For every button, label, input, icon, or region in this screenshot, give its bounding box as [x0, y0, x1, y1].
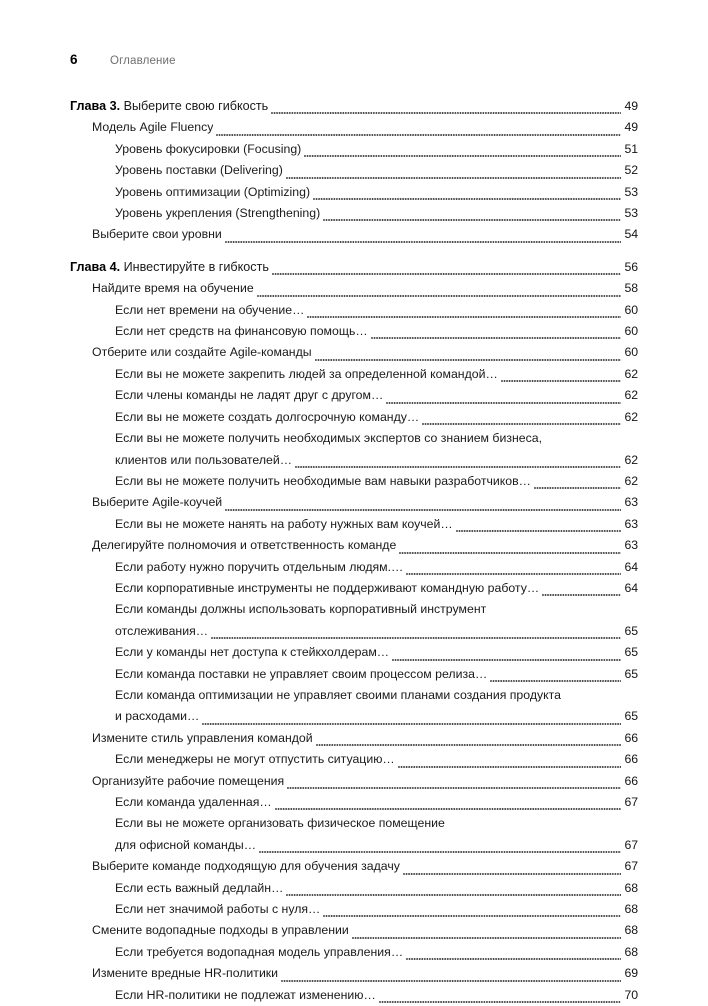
dot-leader — [286, 887, 621, 899]
toc-entry-line — [70, 96, 638, 117]
toc-entry-title: Если команда поставки не управляет своим процессом релиза… — [115, 666, 488, 681]
toc-entry[interactable] — [115, 428, 638, 471]
toc-entry-line — [92, 728, 638, 749]
toc-entry-line — [115, 578, 638, 599]
toc-entry-page-number: 70 — [624, 987, 638, 1002]
toc-entry-line — [115, 706, 638, 727]
toc-entry-title: отслеживания… — [115, 623, 209, 638]
toc-entry[interactable] — [115, 139, 638, 160]
toc-entry[interactable] — [115, 203, 638, 224]
toc-entry[interactable] — [115, 385, 638, 406]
toc-entry[interactable] — [115, 792, 638, 813]
toc-chapter-label: Глава 3. — [70, 99, 121, 113]
toc-entry-line — [115, 664, 638, 685]
toc-entry-title: Если члены команды не ладят друг с другом… — [115, 388, 384, 403]
toc-entry-title: Уровень оптимизации (Optimizing) — [115, 184, 311, 199]
dot-leader — [490, 673, 621, 685]
toc-entry[interactable] — [115, 685, 638, 728]
toc-entry-page-number: 66 — [624, 752, 638, 767]
toc-entry-title: Если команда удаленная… — [115, 795, 272, 809]
toc-entry[interactable] — [115, 878, 638, 899]
toc-entry-page-number: 60 — [624, 324, 638, 339]
toc-entry-page-number: 52 — [624, 163, 638, 178]
toc-entry-line — [92, 342, 638, 363]
toc-entry[interactable] — [92, 963, 638, 984]
running-header — [70, 52, 176, 70]
toc-entry[interactable] — [115, 300, 638, 321]
toc-entry-line — [115, 364, 638, 385]
running-header-label: Оглавление — [110, 55, 176, 67]
toc-entry-page-number: 62 — [624, 409, 638, 424]
dot-leader — [323, 908, 621, 920]
toc-entry-line — [115, 621, 638, 642]
dot-leader — [406, 566, 621, 578]
toc-entry[interactable] — [115, 813, 638, 856]
dot-leader — [216, 127, 621, 139]
toc-entry-page-number: 51 — [624, 141, 638, 156]
toc-entry-page-number: 49 — [624, 99, 638, 113]
toc-entry-title — [70, 257, 269, 278]
toc-entry[interactable] — [115, 578, 638, 599]
dot-leader — [225, 502, 621, 514]
page-folio-number: 6 — [70, 52, 78, 67]
dot-leader — [286, 170, 621, 182]
dot-leader — [202, 716, 621, 728]
toc-chapter-entry[interactable] — [70, 96, 638, 117]
toc-entry-line — [115, 300, 638, 321]
toc-entry-line — [115, 160, 638, 181]
toc-chapter-label: Глава 4. — [70, 259, 121, 274]
toc-entry[interactable] — [115, 557, 638, 578]
toc-entry-title: Если нет значимой работы с нуля… — [115, 902, 321, 917]
toc-entry-title: Если работу нужно поручить отдельным людям.… — [115, 559, 404, 574]
toc-entry-line — [115, 642, 638, 663]
toc-entry[interactable] — [115, 599, 638, 642]
dot-leader — [304, 148, 621, 160]
toc-entry-line — [70, 257, 638, 278]
toc-entry-title: Если у команды нет доступа к стейкхолдерам… — [115, 645, 390, 660]
toc-entry-page-number: 58 — [624, 281, 638, 296]
toc-entry[interactable] — [115, 407, 638, 428]
toc-chapter-title: Выберите свою гибкость — [123, 99, 269, 113]
dot-leader — [295, 459, 621, 471]
dot-leader — [259, 844, 621, 856]
toc-entry-page-number: 68 — [624, 944, 638, 959]
toc-entry-page-number: 62 — [624, 452, 638, 467]
toc-entry-title — [70, 96, 268, 117]
toc-entry[interactable] — [92, 771, 638, 792]
toc-entry-text-continued: Если вы не можете организовать физическое помещение — [115, 816, 445, 831]
toc-entry-text-continued: Если команда оптимизации не управляет своими планами создания продукта — [115, 687, 562, 702]
dot-leader — [534, 480, 621, 492]
toc-entry-title: Если вы не можете нанять на работу нужных вам коучей… — [115, 516, 453, 531]
toc-entry-title: Измените вредные HR-политики — [92, 966, 279, 981]
toc-entry-title: Если корпоративные инструменты не поддерживают командную работу… — [115, 580, 540, 595]
dot-leader — [287, 780, 621, 792]
toc-entry-page-number: 63 — [624, 538, 638, 553]
toc-entry[interactable] — [115, 471, 638, 492]
dot-leader — [398, 759, 621, 771]
toc-entry-title: Если требуется водопадная модель управления… — [115, 944, 404, 959]
dot-leader — [271, 105, 621, 117]
dot-leader — [281, 973, 621, 985]
toc-entry-line — [115, 792, 638, 813]
toc-entry-title: клиентов или пользователей… — [115, 452, 293, 467]
toc-entry-line — [115, 385, 638, 406]
toc-entry-line — [115, 407, 638, 428]
toc-entry-page-number: 62 — [624, 473, 638, 488]
dot-leader — [275, 801, 621, 813]
toc-entry-line — [115, 749, 638, 770]
toc-entry[interactable] — [92, 728, 638, 749]
toc-entry-title: Выберите Agile-коучей — [92, 495, 223, 510]
toc-entry-page-number: 67 — [624, 795, 638, 809]
toc-entry-text-continued: Если вы не можете получить необходимых экспертов со знанием бизнеса, — [115, 431, 542, 446]
toc-entry-line — [115, 182, 638, 203]
toc-entry-title: Выберите команде подходящую для обучения задачу — [92, 859, 400, 874]
toc-entry[interactable] — [115, 749, 638, 770]
dot-leader — [501, 373, 621, 385]
toc-chapter-entry[interactable] — [70, 257, 638, 278]
toc-entry-line — [115, 514, 638, 535]
toc-entry-page-number: 53 — [624, 184, 638, 199]
toc-entry-line — [92, 117, 638, 138]
toc-entry[interactable] — [115, 642, 638, 663]
toc-entry-page-number: 66 — [624, 730, 638, 745]
toc-entry-line — [115, 899, 638, 920]
toc-entry-line — [92, 535, 638, 556]
toc-entry-page-number: 60 — [624, 302, 638, 317]
toc-entry-title: Уровень укрепления (Strengthening) — [115, 206, 321, 221]
toc-entry-page-number: 68 — [624, 923, 638, 938]
toc-entry-line — [92, 224, 638, 245]
toc-entry-page-number: 64 — [624, 580, 638, 595]
toc-entry-line — [115, 557, 638, 578]
toc-entry-title: и расходами… — [115, 709, 200, 724]
toc-chapter-title: Инвестируйте в гибкость — [123, 259, 269, 274]
toc-entry[interactable] — [92, 117, 638, 138]
toc-entry-line — [115, 203, 638, 224]
toc-entry-page-number: 65 — [624, 623, 638, 638]
toc-entry-title: Уровень фокусировки (Focusing) — [115, 141, 302, 156]
dot-leader — [315, 352, 621, 364]
toc-entry-line — [115, 835, 638, 856]
toc-entry-page-number: 64 — [624, 559, 638, 574]
toc-entry-page-number: 62 — [624, 388, 638, 403]
toc-entry-page-number: 65 — [624, 709, 638, 724]
toc-entry-line — [115, 450, 638, 471]
toc-entry-line — [92, 856, 638, 877]
toc-entry-title: Смените водопадные подходы в управлении — [92, 923, 349, 938]
dot-leader — [386, 395, 621, 407]
dot-leader — [403, 866, 621, 878]
toc-entry-title: Если вы не можете закрепить людей за определенной командой… — [115, 366, 498, 381]
toc-entry-title: Если менеджеры не могут отпустить ситуацию… — [115, 752, 395, 767]
toc-entry[interactable] — [115, 182, 638, 203]
dot-leader — [272, 266, 621, 278]
dot-leader — [257, 288, 621, 300]
toc-entry-page-number: 63 — [624, 495, 638, 510]
toc-entry-title: Уровень поставки (Delivering) — [115, 163, 283, 178]
toc-entry-line — [115, 878, 638, 899]
toc-entry[interactable] — [115, 160, 638, 181]
toc-entry-line — [115, 139, 638, 160]
toc-entry[interactable] — [92, 920, 638, 941]
toc-entry-title: Если вы не можете получить необходимые вам навыки разработчиков… — [115, 473, 531, 488]
toc-entry-page-number: 67 — [624, 859, 638, 874]
toc-entry-line — [92, 278, 638, 299]
dot-leader — [307, 309, 621, 321]
toc-entry[interactable] — [115, 942, 638, 963]
toc-entry-title: Организуйте рабочие помещения — [92, 773, 285, 788]
toc-entry-title: Выберите свои уровни — [92, 227, 222, 242]
toc-entry[interactable] — [115, 985, 638, 1006]
toc-entry-page-number: 49 — [624, 120, 638, 135]
toc-entry-title: Если вы не можете создать долгосрочную команду… — [115, 409, 420, 424]
toc-entry-page-number: 66 — [624, 773, 638, 788]
dot-leader — [225, 234, 621, 246]
toc-entry-page-number: 68 — [624, 880, 638, 895]
toc-entry-page-number: 68 — [624, 902, 638, 917]
toc-entry-line — [115, 985, 638, 1006]
toc-entry-page-number: 53 — [624, 206, 638, 221]
toc-entry-page-number: 54 — [624, 227, 638, 242]
toc-entry-title: Если HR-политики не подлежат изменению… — [115, 987, 376, 1002]
toc-entry-text-continued: Если команды должны использовать корпоративный инструмент — [115, 602, 487, 617]
toc-entry-line — [92, 492, 638, 513]
toc-entry-page-number: 63 — [624, 516, 638, 531]
toc-entry-page-number: 69 — [624, 966, 638, 981]
dot-leader — [422, 416, 621, 428]
toc-entry[interactable] — [92, 492, 638, 513]
toc-entry-title: Если нет средств на финансовую помощь… — [115, 324, 368, 339]
toc-entry-page-number: 65 — [624, 645, 638, 660]
toc-entry-title: Делегируйте полномочия и ответственность команде — [92, 538, 397, 553]
toc-entry[interactable] — [92, 224, 638, 245]
toc-entry[interactable] — [115, 514, 638, 535]
dot-leader — [542, 587, 621, 599]
toc-entry-page-number: 67 — [624, 837, 638, 852]
dot-leader — [399, 545, 621, 557]
toc-entry-title: Найдите время на обучение — [92, 281, 254, 296]
toc-entry-line — [92, 920, 638, 941]
dot-leader — [456, 523, 621, 535]
toc-entry[interactable] — [92, 278, 638, 299]
toc-entry-line — [115, 942, 638, 963]
dot-leader — [323, 212, 621, 224]
table-of-contents — [70, 96, 638, 1006]
toc-entry-page-number: 60 — [624, 345, 638, 360]
toc-entry[interactable] — [115, 664, 638, 685]
dot-leader — [352, 930, 621, 942]
toc-entry-title: Если нет времени на обучение… — [115, 302, 305, 317]
toc-entry[interactable] — [115, 364, 638, 385]
toc-entry-line — [115, 471, 638, 492]
toc-entry[interactable] — [92, 535, 638, 556]
toc-entry-page-number: 62 — [624, 366, 638, 381]
dot-leader — [371, 330, 621, 342]
toc-entry[interactable] — [115, 321, 638, 342]
toc-entry[interactable] — [92, 342, 638, 363]
toc-entry-line — [115, 321, 638, 342]
dot-leader — [392, 652, 621, 664]
toc-entry-page-number: 65 — [624, 666, 638, 681]
toc-entry[interactable] — [92, 856, 638, 877]
dot-leader — [379, 994, 621, 1006]
toc-entry-page-number: 56 — [624, 259, 638, 274]
toc-entry-title: Измените стиль управления командой — [92, 730, 313, 745]
dot-leader — [316, 737, 621, 749]
toc-entry[interactable] — [115, 899, 638, 920]
dot-leader — [211, 630, 621, 642]
toc-entry-line — [92, 771, 638, 792]
toc-entry-title: Отберите или создайте Agile-команды — [92, 345, 312, 360]
toc-entry-title: для офисной команды… — [115, 837, 257, 852]
toc-entry-title: Модель Agile Fluency — [92, 120, 214, 135]
dot-leader — [406, 951, 621, 963]
toc-entry-line — [92, 963, 638, 984]
toc-entry-title: Если есть важный дедлайн… — [115, 880, 284, 895]
dot-leader — [313, 191, 621, 203]
